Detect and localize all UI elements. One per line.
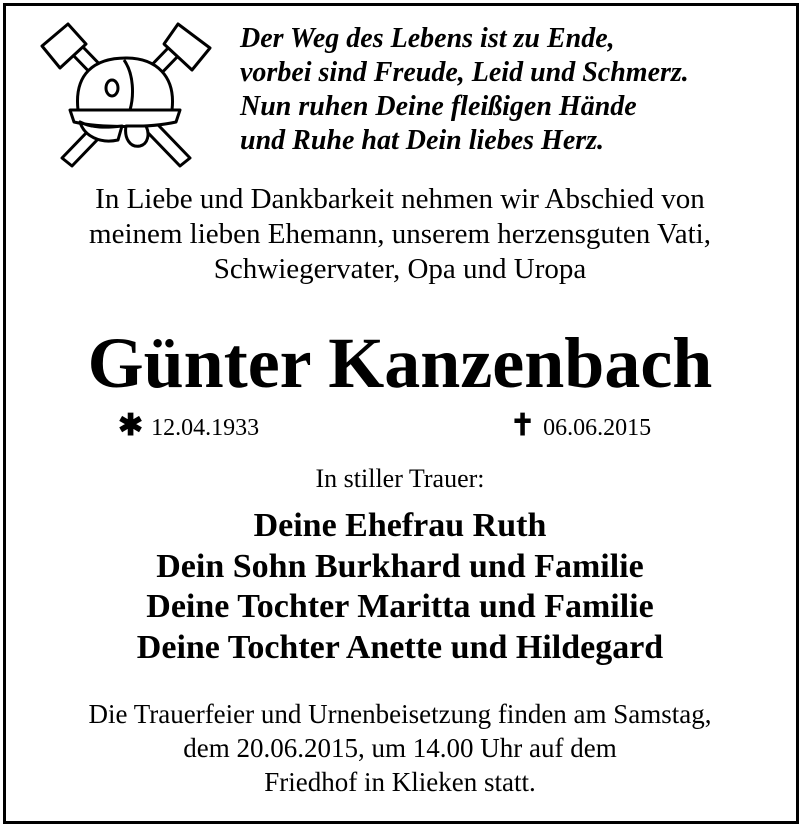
memorial-poem <box>240 22 780 158</box>
mourner-entry: Deine Tochter Maritta und Familie <box>146 588 654 625</box>
birth-star-icon: ✱ <box>118 409 144 442</box>
funeral-service-info <box>0 697 800 799</box>
death-date: 06.06.2015 <box>543 415 652 441</box>
service-line: Die Trauerfeier und Urnenbeisetzung finden am Samstag, <box>88 699 712 729</box>
firefighter-helmet-crossed-axes-icon <box>30 18 220 168</box>
service-line: Friedhof in Klieken statt. <box>264 767 536 797</box>
poem-line: vorbei sind Freude, Leid und Schmerz. <box>240 57 689 88</box>
mourning-heading: In stiller Trauer: <box>315 464 485 493</box>
mourner-entry: Deine Ehefrau Ruth <box>253 507 547 544</box>
deceased-name: Günter Kanzenbach <box>87 323 713 403</box>
poem-line: Der Weg des Lebens ist zu Ende, <box>240 23 615 54</box>
mourners-list <box>0 506 800 668</box>
death-cross-icon: ✝ <box>510 409 536 442</box>
intro-line: Schwiegervater, Opa und Uropa <box>213 253 587 285</box>
birth-date: 12.04.1933 <box>151 415 260 441</box>
farewell-intro <box>0 182 800 287</box>
intro-line: In Liebe und Dankbarkeit nehmen wir Abschied von <box>95 183 705 215</box>
life-dates <box>0 409 800 443</box>
poem-line: Nun ruhen Deine fleißigen Hände <box>240 91 637 122</box>
service-line: dem 20.06.2015, um 14.00 Uhr auf dem <box>183 733 617 763</box>
mourner-entry: Dein Sohn Burkhard und Familie <box>156 547 644 585</box>
intro-line: meinem lieben Ehemann, unserem herzensguten Vati, <box>89 218 711 250</box>
death-date-group <box>510 409 651 445</box>
poem-line: und Ruhe hat Dein liebes Herz. <box>240 125 605 156</box>
mourner-entry: Deine Tochter Anette und Hildegard <box>136 628 664 666</box>
birth-date-group <box>118 409 259 445</box>
